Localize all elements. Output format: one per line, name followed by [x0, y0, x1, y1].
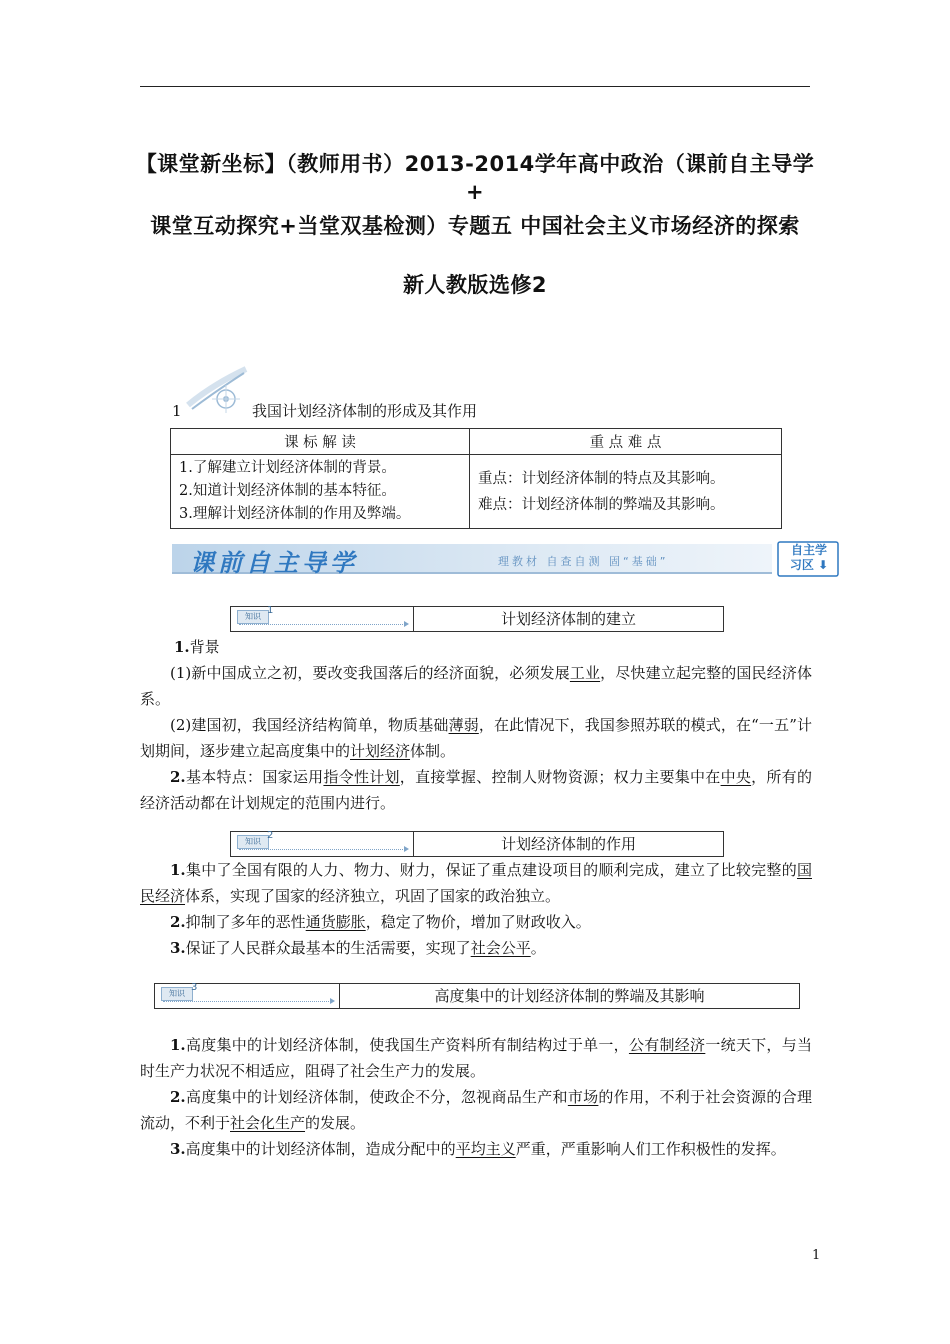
arrow-down-icon: ⬇ — [818, 558, 829, 572]
doc-title-line1: 【课堂新坐标】（教师用书）2013-2014学年高中政治（课前自主导学+ — [135, 152, 815, 204]
badge-line1: 自主学 — [790, 543, 827, 557]
knowledge-1-body: 1.背景 (1)新中国成立之初，要改变我国落后的经济面貌，必须发展工业，尽快建立起完整的国民经济体系。 (2)建国初，我国经济结构简单，物质基础薄弱，在此情况下，我国参照苏联的模式，在“一五”计划期间，逐步建立起高度集中的计划经济体制。 2.基本特点：国家运用指令性计划，直接掌握、控制人财物资源；权力主要集中在中央，所有的经济活动都在计划规定的范围内进行。 — [140, 638, 812, 812]
knowledge-tag — [155, 984, 340, 1008]
knowledge-tag — [231, 832, 414, 856]
page-number: 1 — [812, 1248, 821, 1263]
knowledge-title: 计划经济体制的建立 — [500, 610, 636, 628]
knowledge-bar-3 — [154, 983, 800, 1009]
knowledge-num: 2 — [267, 830, 274, 841]
pre-class-banner — [172, 540, 842, 578]
knowledge-chip: 知识 — [237, 835, 269, 849]
table-cell-key-points — [470, 455, 782, 529]
knowledge-num: 1 — [267, 605, 274, 616]
knowledge-num: 3 — [191, 982, 198, 993]
key-point-item: 难点：计划经济体制的弊端及其影响。 — [478, 496, 725, 513]
doc-title-line2: 课堂互动探究+当堂双基检测）专题五 中国社会主义市场经济的探索 — [150, 214, 800, 238]
banner-badge — [784, 543, 834, 573]
knowledge-title: 计划经济体制的作用 — [500, 835, 636, 853]
knowledge-2-body: 1.集中了全国有限的人力、物力、财力，保证了重点建设项目的顺利完成，建立了比较完整的国民经济体系，实现了国家的经济独立，巩固了国家的政治独立。 2.抑制了多年的恶性通货膨胀，稳定了物价，增加了财政收入。 3.保证了人民群众最基本的生活需要，实现了社会公平。 — [140, 861, 812, 957]
table-header-standards: 课 标 解 读 — [171, 429, 470, 455]
standard-item: 1.了解建立计划经济体制的背景。 — [179, 460, 396, 476]
doc-title-line3: 新人教版选修2 — [402, 273, 548, 297]
knowledge-chip: 知识 — [237, 610, 269, 624]
standards-table — [170, 428, 782, 529]
knowledge-tag — [231, 607, 414, 631]
paper-plane-icon — [182, 365, 252, 415]
table-cell-standards — [171, 455, 470, 529]
knowledge-chip: 知识 — [161, 987, 193, 1001]
knowledge-title: 高度集中的计划经济体制的弊端及其影响 — [434, 987, 705, 1005]
header-rule — [140, 86, 810, 87]
table-header-key-points: 重 点 难 点 — [470, 429, 782, 455]
section-title: 我国计划经济体制的形成及其作用 — [252, 402, 478, 420]
badge-line2: 习区 ⬇ — [789, 558, 829, 572]
section-number: 1 — [172, 402, 182, 420]
banner-subtitle: 理教材 自查自测 固“基础” — [498, 555, 669, 568]
banner-title: 课前自主导学 — [190, 548, 358, 577]
knowledge-bar-2 — [230, 831, 724, 857]
key-point-item: 重点：计划经济体制的特点及其影响。 — [478, 470, 725, 487]
standard-item: 3.理解计划经济体制的作用及弊端。 — [179, 506, 411, 522]
knowledge-3-body: 1.高度集中的计划经济体制，使我国生产资料所有制结构过于单一，公有制经济一统天下，与当时生产力状况不相适应，阻碍了社会生产力的发展。 2.高度集中的计划经济体制，使政企不分，忽视商品生产和市场的作用，不利于社会资源的合理流动，不利于社会化生产的发展。 3.高度集中的计划经济体制，造成分配中的平均主义严重，严重影响人们工作积极性的发挥。 — [140, 1036, 812, 1158]
arrow-right-icon — [163, 1001, 333, 1002]
knowledge-bar-1 — [230, 606, 724, 632]
arrow-right-icon — [239, 624, 407, 625]
arrow-right-icon — [239, 849, 407, 850]
standard-item: 2.知道计划经济体制的基本特征。 — [179, 483, 396, 499]
